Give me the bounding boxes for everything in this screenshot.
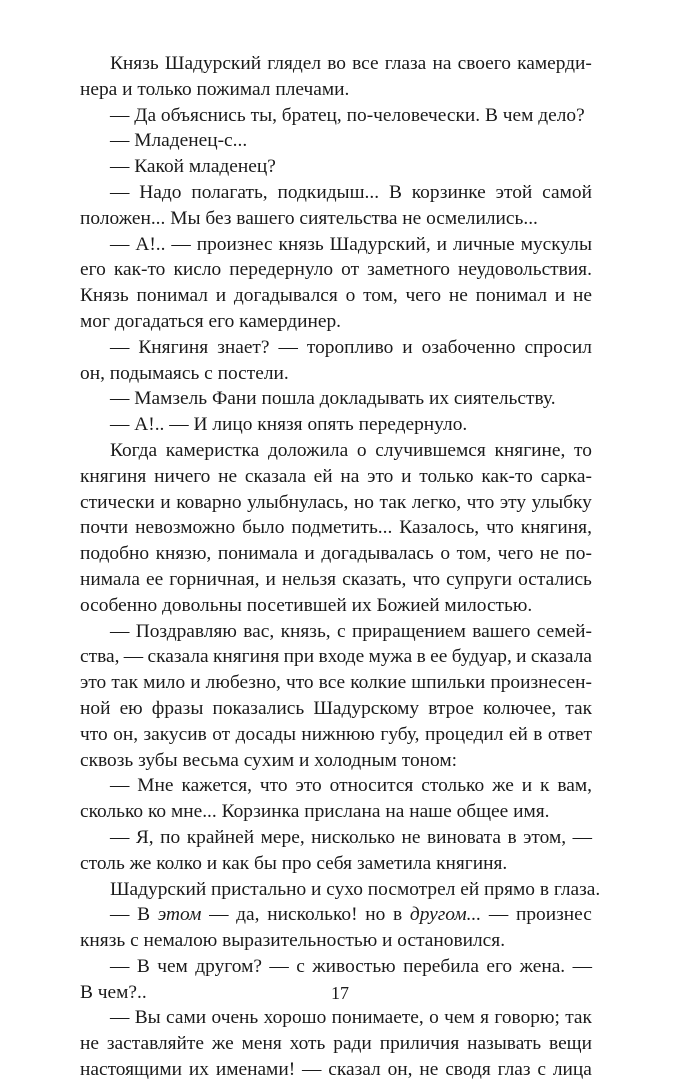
text-line: сколько ко мне... Корзинка прислана на наше общее имя. — [80, 801, 550, 823]
text-line: почти невозможно было подметить... Казалось, что княгиня, — [80, 517, 592, 539]
page-number: 17 — [331, 983, 349, 1003]
text-line: что он, закусив от досады нижнюю губу, процедил ей в ответ — [80, 723, 592, 745]
text-line: нера и только пожимал плечами. — [80, 78, 350, 100]
text-line: его как-то кисло передернуло от заметного неудовольствия. — [80, 259, 592, 281]
text-line: нимала ее горничная, и нельзя сказать, что супруги остались — [80, 568, 592, 590]
text-line: князь с немалою выразительностью и остановился. — [80, 930, 506, 952]
text-line: В чем?.. — [80, 981, 147, 1003]
text-line: — Младенец-с... — [110, 130, 248, 152]
text-line: Когда камеристка доложила о случившемся княгине, то — [110, 439, 592, 461]
text-line: — Мне кажется, что это относится столько же и к вам, — [110, 775, 592, 797]
text-line: Князь понимал и догадывался о том, чего не понимал и не — [80, 285, 592, 307]
text-line: — В этом — да, нисколько! но в другом... — произнес — [110, 904, 592, 926]
text-line: ной ею фразы показались Шадурскому втрое колючее, так — [80, 697, 592, 719]
text-line: — Княгиня знает? — торопливо и озабоченно спросил — [110, 336, 592, 358]
text-line: он, подымаясь с постели. — [80, 362, 289, 384]
text-line: — Поздравляю вас, князь, с приращением вашего семей- — [110, 620, 592, 642]
text-line: сквозь зубы весьма сухим и холодным тоном: — [80, 749, 458, 771]
text-line: подобно князю, понимала и догадывалась о том, чего не по- — [80, 543, 592, 565]
text-line: настоящими их именами! — сказал он, не сводя глаз с лица — [80, 1059, 592, 1081]
text-line: — Надо полагать, подкидыш... В корзинке этой самой — [110, 181, 592, 203]
text-line: мог догадаться его камердинер. — [80, 310, 341, 332]
text-line: это так мило и любезно, что все колкие шпильки произнесен- — [80, 672, 592, 694]
text-line: не заставляйте же меня хоть ради приличия называть вещи — [80, 1033, 592, 1055]
text-line: стически и коварно улыбнулась, но так легко, что эту улыбку — [80, 491, 592, 513]
text-line: — В чем другом? — с живостью перебила его жена. — — [110, 955, 592, 977]
body-text — [80, 51, 601, 1083]
text-line: — Я, по крайней мере, нисколько не виновата в этом, — — [110, 826, 592, 848]
text-line: — А!.. — произнес князь Шадурский, и личные мускулы — [110, 233, 592, 255]
text-line: ства, — сказала княгиня при входе мужа в ее будуар, и сказала — [80, 646, 592, 668]
text-line: — Какой младенец? — [110, 156, 276, 178]
text-line: столь же колко и как бы про себя заметила княгиня. — [80, 852, 508, 874]
text-line: Князь Шадурский глядел во все глаза на своего камерди- — [110, 53, 592, 74]
text-line: Шадурский пристально и сухо посмотрел ей прямо в глаза. — [110, 878, 601, 900]
text-line: княгиня ничего не сказала ей на это и только как-то сарка- — [80, 465, 592, 487]
text-line: — А!.. — И лицо князя опять передернуло. — [110, 414, 468, 436]
text-line: — Вы сами очень хорошо понимаете, о чем я говорю; так — [110, 1007, 592, 1029]
text-line: положен... Мы без вашего сиятельства не осмелились... — [80, 207, 538, 229]
text-line: — Да объяснись ты, братец, по-человечески. В чем дело? — [110, 104, 585, 126]
text-line: — Мамзель Фани пошла докладывать их сиятельству. — [110, 388, 556, 410]
text-line: особенно довольны посетившей их Божией милостью. — [80, 594, 533, 616]
